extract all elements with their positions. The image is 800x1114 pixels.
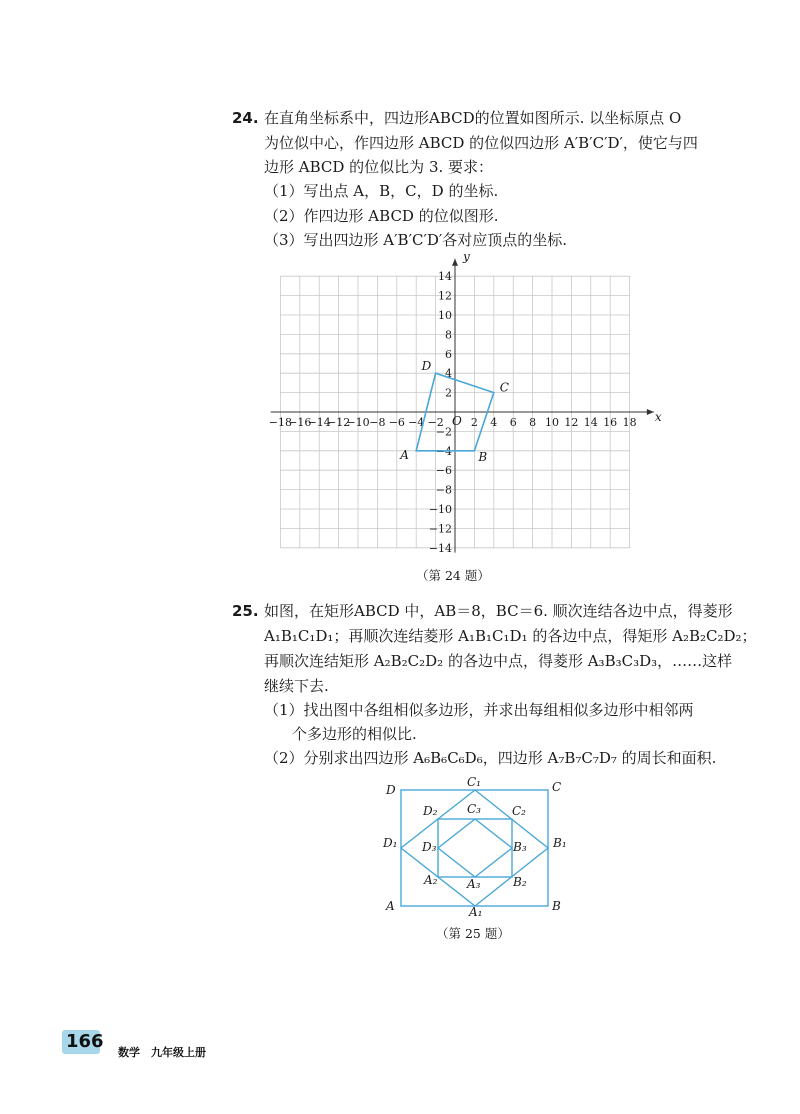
x-tick-label: 4 bbox=[490, 416, 498, 429]
problem-24-q2: （2）作四边形 ABCD 的位似图形. bbox=[264, 207, 499, 225]
y-tick-label: 4 bbox=[445, 367, 452, 381]
y-tick-label: −12 bbox=[428, 522, 452, 536]
x-tick-label: −4 bbox=[408, 416, 425, 429]
x-tick-label: 14 bbox=[583, 416, 598, 429]
y-tick-label: −6 bbox=[435, 464, 452, 478]
x-tick-label: 8 bbox=[529, 416, 537, 429]
y-tick-label: 2 bbox=[445, 386, 452, 400]
problem-24-q3: （3）写出四边形 A′B′C′D′各对应顶点的坐标. bbox=[264, 231, 568, 249]
label-c2: C₂ bbox=[512, 804, 526, 818]
vertex-label-c: C bbox=[499, 380, 509, 395]
label-c3: C₃ bbox=[467, 802, 481, 816]
label-b3: B₃ bbox=[513, 840, 527, 854]
rhombus-a3b3c3d3 bbox=[438, 819, 512, 877]
x-axis-label: x bbox=[654, 410, 662, 424]
book-title: 数学 九年级上册 bbox=[118, 1046, 206, 1059]
x-tick-label: 2 bbox=[470, 416, 478, 429]
x-tick-label: −18 bbox=[268, 416, 293, 429]
problem-25-line2: A₁B₁C₁D₁；再顺次连结菱形 A₁B₁C₁D₁ 的各边中点，得矩形 A₂B₂C₂D₂； bbox=[264, 627, 757, 645]
y-tick-label: 14 bbox=[438, 270, 452, 284]
y-tick-label: 12 bbox=[438, 289, 452, 303]
problem-25-line1: 如图，在矩形ABCD 中，AB＝8，BC＝6. 顺次连结各边中点，得菱形 bbox=[264, 602, 733, 620]
figure-24-caption: （第 24 题） bbox=[416, 568, 490, 583]
vertex-label-a: A bbox=[400, 447, 409, 462]
label-d: D bbox=[386, 783, 396, 797]
label-c1: C₁ bbox=[467, 775, 481, 789]
x-tick-label: −2 bbox=[427, 416, 444, 429]
problem-25-number: 25. bbox=[232, 602, 259, 620]
x-tick-label: 10 bbox=[545, 416, 559, 429]
page-number: 166 bbox=[66, 1031, 104, 1052]
figure-25-caption: （第 25 题） bbox=[436, 926, 510, 941]
label-d1: D₁ bbox=[383, 836, 398, 850]
label-b1: B₁ bbox=[553, 836, 567, 850]
label-a: A bbox=[386, 899, 395, 913]
label-b: B bbox=[552, 899, 561, 913]
label-c: C bbox=[552, 780, 562, 794]
label-a2: A₂ bbox=[424, 873, 438, 887]
x-tick-label: −16 bbox=[288, 416, 312, 429]
problem-24-number: 24. bbox=[232, 109, 259, 127]
y-tick-label: −4 bbox=[435, 444, 452, 458]
problem-24-line1: 在直角坐标系中，四边形ABCD的位置如图所示. 以坐标原点 O bbox=[264, 109, 682, 127]
problem-25-q2: （2）分别求出四边形 A₆B₆C₆D₆，四边形 A₇B₇C₇D₇ 的周长和面积. bbox=[264, 749, 717, 767]
x-tick-label: 16 bbox=[603, 416, 618, 429]
x-tick-label: −8 bbox=[369, 416, 386, 429]
label-a1: A₁ bbox=[469, 905, 483, 919]
x-tick-label: −12 bbox=[326, 416, 351, 429]
problem-24-line2: 为位似中心，作四边形 ABCD 的位似四边形 A′B′C′D′，使它与四 bbox=[264, 134, 698, 152]
problem-25-q1a: （1）找出图中各组相似多边形，并求出每组相似多边形中相邻两 bbox=[264, 701, 694, 719]
y-tick-label: 6 bbox=[445, 347, 452, 361]
problem-24-line3: 边形 ABCD 的位似比为 3. 要求： bbox=[264, 158, 494, 176]
y-tick-label: −10 bbox=[428, 503, 452, 516]
problem-25-q1b: 个多边形的相似比. bbox=[292, 725, 417, 743]
origin-label: O bbox=[452, 414, 462, 428]
label-a3: A₃ bbox=[467, 877, 481, 891]
problem-25-line4: 继续下去. bbox=[264, 677, 329, 695]
label-d2: D₂ bbox=[423, 804, 438, 818]
y-tick-label: −14 bbox=[428, 541, 452, 555]
x-tick-label: 6 bbox=[509, 416, 517, 429]
y-tick-label: −8 bbox=[435, 483, 452, 497]
vertex-label-d: D bbox=[421, 359, 432, 374]
label-d3: D₃ bbox=[422, 840, 437, 854]
y-tick-label: 8 bbox=[445, 328, 452, 342]
problem-24-q1: （1）写出点 A，B，C，D 的坐标. bbox=[264, 182, 499, 200]
y-tick-label: −2 bbox=[435, 425, 452, 439]
label-b2: B₂ bbox=[513, 875, 527, 889]
x-tick-label: −14 bbox=[307, 416, 331, 429]
x-tick-label: 12 bbox=[564, 416, 579, 429]
x-tick-label: −10 bbox=[346, 416, 370, 429]
y-tick-label: 10 bbox=[438, 309, 452, 322]
rectangle-a2b2c2d2 bbox=[438, 819, 512, 877]
vertex-label-b: B bbox=[478, 449, 488, 464]
x-tick-label: −6 bbox=[388, 416, 405, 429]
problem-25-line3: 再顺次连结矩形 A₂B₂C₂D₂ 的各边中点，得菱形 A₃B₃C₃D₃，……这样 bbox=[264, 652, 733, 670]
x-tick-label: 18 bbox=[622, 416, 637, 429]
y-axis-label: y bbox=[463, 249, 470, 264]
